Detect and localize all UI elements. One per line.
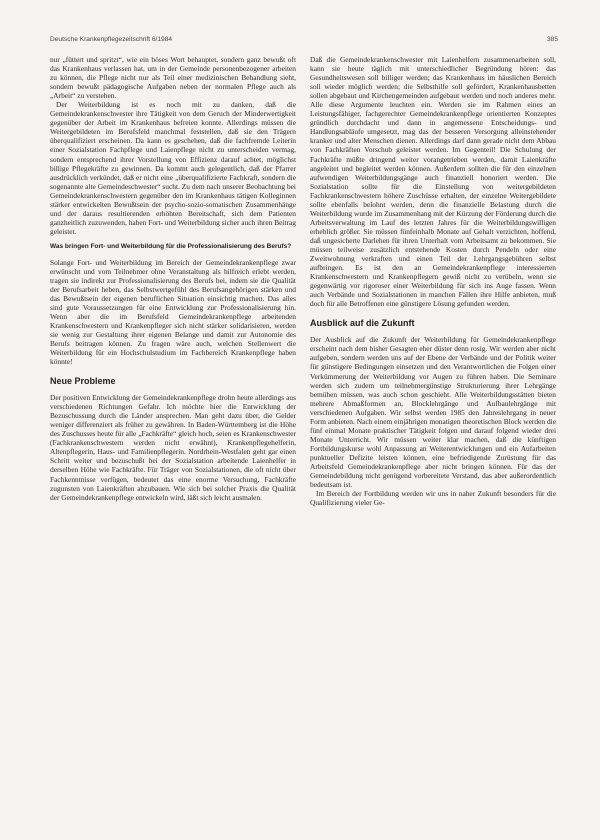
paragraph: Solange Fort- und Weiterbildung im Bereich der Gemeindekrankenpflege zwar erwünscht und vom Teilnehmer ohne Veranstaltung als hilfreich erlebt werden, tragen sie indirekt zur Professionalisierung des Berufs bei, indem sie die Qualität der Berufsarbeit heben, das Selbstwertgefühl des Berufsangehörigen stärken und das Bewußtsein der eigenen beruflichen Situation einsichtig machen. Das alles sind gute Voraussetzungen für eine Entwicklung zur Professionalisierung hin. Wenn aber die im Berufsfeld Gemeindekrankenpflege arbeitenden Krankenschwestern und Krankenpfleger sich nicht stärker solidarisieren, werden sie wenig zur Gestaltung ihrer eigenen Belange und damit zur Autonomie des Berufs beitragen können. Zu fragen wäre auch, welchen Stellenwert die Weiterbildung für ein Hochschulstudium im Fachbereich Krankenpflege haben könnte! xyxy=(50,257,296,367)
paragraph: Der Ausblick auf die Zukunft der Weiterbildung für Gemeindekrankenpflege erscheint nach dem bisher Gesagten eher düster denn rosig. Wir werden aber nicht aufgeben, sondern werden uns auf der Ebene der Verbände und der Politik weiter für günstigere Bedingungen einsetzen und den Verantwortlichen die Folgen einer Verkümmerung der Weiterbildung vor Augen zu führen haben. Die Seminare werden sich zudem um teilnehmergünstige Strukturierung ihrer Lehrgänge bemühen müssen, was auch schon geschieht. Alle Weiterbildungsstätten bieten mehrere Abmaßformen an, Blocklehrgänge und Aufbaulehrgänge mit verschiedenen Aufgaben. Wir selbst werden 1985 den Jahreslehrgang in neuer Form anbieten. Nach einem einjährigen monatigen theoretischen Block werden die fünf einmal Monate praktischer Tätigkeit folgen und darauf folgend wieder drei Monate Unterricht. Wir müssen weiter klar machen, daß die künftigen Fortbildungskurse wohl Anpassung an Weiterentwicklungen und ein Aufarbeiten punktueller Defizite leisten können, eine befriedigende Zurüstung für das Arbeitsfeld Gemeindekrankenpflege aber nicht bringen können. Für das der Gemeindebildung nicht genügend vorbereitete Verstand, das aber außerordentlich bedeutsam ist. xyxy=(310,335,556,490)
section-heading: Ausblick auf die Zukunft xyxy=(310,318,415,329)
paragraph: Im Bereich der Fortbildung werden wir uns in naher Zukunft besonders für die Qualifizierung vieler Ge- xyxy=(310,489,556,508)
paragraph: Der positiven Entwicklung der Gemeindekrankenpflege drohn heute allerdings aus verschiedenen Richtungen Gefahr. Ich möchte hier die Entwicklung der Bezuschussung durch die Länder ansprechen. Man geht dazu über, die Gelder weniger differenziert als früher zu gewähren. In Baden-Württemberg ist die Höhe des Zuschusses heute für alle „Fachkräfte“ gleich hoch, seien es Krankenschwester (Fachkrankenschwestern werden nicht erwähnt), Krankenpflegehelferin, Altenpflegerin, Haus- und Familienpflegerin. Nordrhein-Westfalen geht gar einen Schritt weiter und bezuschußt bei der Sozialstation arbeitende Laienhelfer in derselben Höhe wie Fachkräfte. Für Träger von Sozialstationen, die oft nicht über Fachkenntnisse verfügen, bedeutet das eine enorme Versuchung, Fachkräfte zugunsten von Laienkräften abzubauen. Wie sich bei solcher Praxis die Qualität der Gemeindekrankenpflege entwickeln wird, läßt sich leicht ausmalen. xyxy=(50,393,296,502)
journal-title: Deutsche Krankenpflegezeitschrift 6/1984 xyxy=(50,36,173,43)
paragraph: nur „füttert und spritzt“, wie ein böses Wort behauptet, sondern ganz bewußt oft das Krankenhaus verlassen hat, um in der Gemeinde personenbezogener arbeiten zu können, die Pflege nicht nur als Teil einer medizinischen Behandlung sieht, sondern bewußt pädagogische Aufgaben neben der normalen Pflege auch als „Arbeit“ zu verstehen. xyxy=(50,55,296,101)
subheading: Was bringen Fort- und Weiterbildung für die Professionalisierung des Berufs? xyxy=(50,242,292,250)
page-header xyxy=(50,36,558,43)
right-column xyxy=(310,55,556,830)
paragraph: Der Weiterbildung ist es noch mit zu danken, daß die Gemeindekrankenschwester ihre Tätigkeit von dem Geruch der Minderwertigkeit gegenüber der Arbeit im Krankenhaus befreien konnte. Allerdings müssen die Weitergebildeten im Berufsfeld manchmal feststellen, daß sie den Trägern überqualifiziert erscheinen. Da kann es geschehen, daß die fachfremde Leiterin einer Sozialstation Fachpflege und Laienpflege nicht zu unterscheiden vermag, sondern entsprechend ihrer Vorstellung von Effizienz darauf achtet, möglichst billige Pflegekräfte zu gewinnen. Da kommt auch gelegentlich, daß der Pfarrer ausdrücklich verkündet, daß er nicht eine „überqualifizierte Fachkraft, sondern die sogenannte alte Gemeindeschwester“ sucht. Zu dem nach unserer Beobachtung bei Gemeindekrankenschwestern gegenüber den im Krankenhaus tätigen Kolleginnen stärker entwickelten Bewußtsein der psycho-sozio-somatischen Zusammenhänge und der daraus resultierenden erhöhten Bereitschaft, sich dem Patienten ganzheitlich zuzuwenden, haben Fort- und Weiterbildung sicher auch ihren Beitrag geleistet. xyxy=(50,100,296,236)
section-heading: Neue Probleme xyxy=(50,376,116,387)
paragraph: Daß die Gemeindekrankenschwester mit Laienhelfern zusammenarbeiten soll, kann sie heute täglich mit unterschiedlicher Begründung hören: das Gesundheitswesen soll billiger werden; das Krankenhaus im häuslichen Bereich soll wieder möglich werden; die Selbsthilfe soll gefördert, Krankenhausbetten sollen abgebaut und Kirchengemeinden aufgebaut werden und noch anderes mehr. Alle diese Argumente leuchten ein. Werden sie im Rahmen eines an Leistungsfähiger, fachgerechter Gemeindekrankenpflege orientierten Konzeptes gründlich durchdacht und dann in angemessene Entscheidungs- und Handlungsabläufe umgesetzt, mag das der besseren Versorgung alleinstehender kranker und alter Menschen dienen. Allerdings darf dann gerade nicht dem Abbau von Fachkräften Vorschub geleistet werden. Im Gegenteil! Die Schulung der Fachkräfte müßte dringend weiter vorangetrieben werden, damit Laienkräfte angeleitet und begleitet werden können. Außerdem sollten die für den einzelnen aufwendigen Weiterbildungsgänge auch finanziell honoriert werden. Die Sozialstation sollte für die Einstellung von weitergebildeten Fachkrankenschwestern höhere Zuschüsse erhalten, der einzelne Weitergebildete sollte ebenfalls belohnt werden, denn die finanzielle Belastung durch die Weiterbildung wurde im Zusammenhang mit der Kürzung der Förderung durch die Arbeitsverwaltung im Lauf des letzten Jahres für die Weiterbildungswilligen erheblich größer. Sie müssen fünfeinhalb Monate auf Gehalt verzichten, hoffend, daß ungesicherte Darlehen für ihren Unterhalt vom Arbeitsamt zu bekommen. Sie müssen teilweise zusätzlich entstehende Kosten durch Pendeln oder eine Zweitwohnung verkraften und einen Teil der Lehrgangsgebühren selbst aufbringen. Es ist den an Gemeindekrankenpflege interessierten Krankenschwestern und Krankenpflegern gewiß nicht zu verübeln, wenn sie gegenwärtig vor rigoroser einer Weiterbildung für sich ins Auge fassen. Wenn auch Verbände und Sozialstationen in manchen Fällen ihre Hilfe anbieten, muß doch für alle Betroffenen eine günstigere Lösung gefunden werden. xyxy=(310,55,556,309)
left-column xyxy=(50,55,296,830)
page-number: 385 xyxy=(546,36,558,43)
